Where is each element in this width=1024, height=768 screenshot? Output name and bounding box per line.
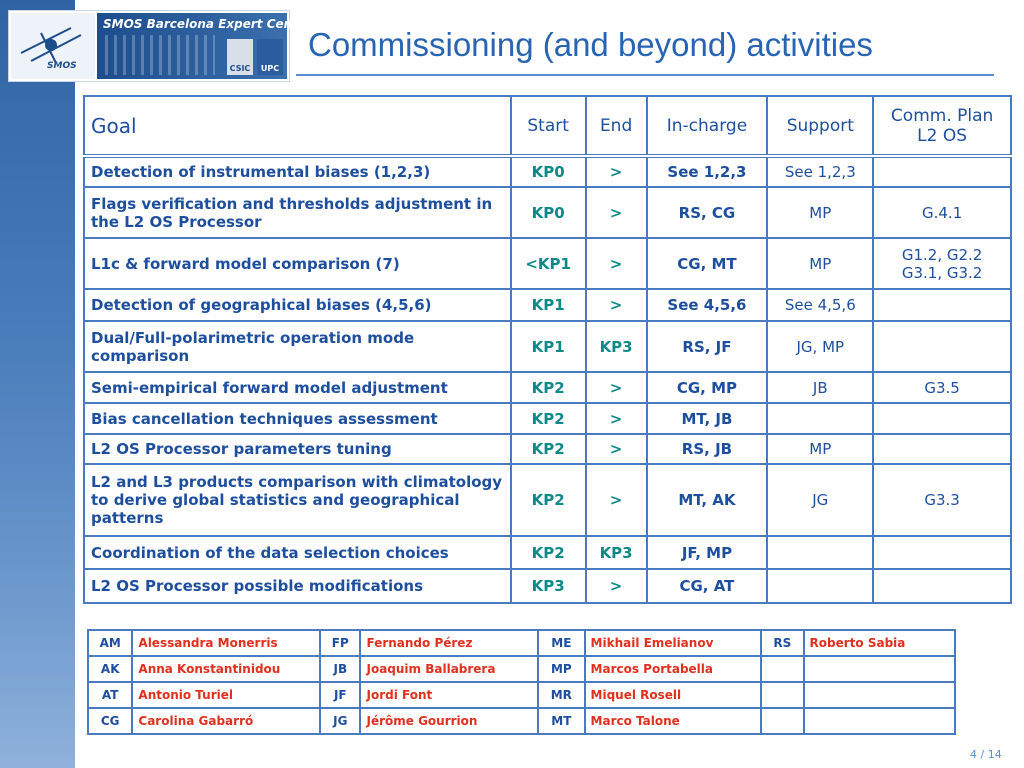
cell-goal: Coordination of the data selection choices — [84, 536, 511, 569]
legend-abbrev — [761, 656, 803, 682]
logo-banner — [97, 13, 312, 79]
page-number: 4 / 14 — [970, 748, 1002, 761]
cell-start: KP1 — [511, 289, 586, 321]
cell-plan: G3.3 — [873, 464, 1011, 536]
csic-logo: CSIC — [227, 39, 253, 75]
cell-incharge: See 4,5,6 — [647, 289, 768, 321]
legend-abbrev: FP — [320, 630, 360, 656]
legend-name: Alessandra Monerris — [132, 630, 320, 656]
cell-plan — [873, 321, 1011, 372]
cell-start: KP2 — [511, 536, 586, 569]
legend-name: Antonio Turiel — [132, 682, 320, 708]
cell-start: KP0 — [511, 187, 586, 238]
cell-end: KP3 — [586, 321, 647, 372]
legend-name — [804, 656, 955, 682]
table-row — [84, 434, 1011, 464]
cell-incharge: RS, JB — [647, 434, 768, 464]
building-image — [105, 35, 215, 75]
table-row — [84, 464, 1011, 536]
table-row — [84, 238, 1011, 289]
cell-goal: L2 OS Processor possible modifications — [84, 569, 511, 603]
cell-incharge: JF, MP — [647, 536, 768, 569]
legend-name: Jordi Font — [360, 682, 538, 708]
table-row — [84, 569, 1011, 603]
legend-abbrev — [761, 708, 803, 734]
cell-end: > — [586, 372, 647, 403]
cell-start: KP1 — [511, 321, 586, 372]
cell-plan — [873, 156, 1011, 187]
cell-end: > — [586, 434, 647, 464]
title-underline — [296, 74, 994, 76]
cell-incharge: CG, AT — [647, 569, 768, 603]
cell-support: JB — [767, 372, 873, 403]
legend-abbrev: AM — [88, 630, 132, 656]
table-row — [84, 321, 1011, 372]
legend-abbrev: JF — [320, 682, 360, 708]
legend-name — [804, 708, 955, 734]
cell-incharge: CG, MT — [647, 238, 768, 289]
legend-name: Roberto Sabia — [804, 630, 955, 656]
cell-end: > — [586, 238, 647, 289]
legend-name: Marcos Portabella — [585, 656, 762, 682]
legend-name: Miquel Rosell — [585, 682, 762, 708]
cell-start: KP0 — [511, 156, 586, 187]
legend-abbrev: ME — [538, 630, 584, 656]
cell-plan — [873, 536, 1011, 569]
legend-row — [88, 656, 955, 682]
cell-start: KP3 — [511, 569, 586, 603]
sidebar-band — [0, 0, 75, 768]
legend-name: Mikhail Emelianov — [585, 630, 762, 656]
cell-goal: L2 OS Processor parameters tuning — [84, 434, 511, 464]
cell-support — [767, 536, 873, 569]
cell-goal: Semi-empirical forward model adjustment — [84, 372, 511, 403]
cell-goal: Bias cancellation techniques assessment — [84, 403, 511, 434]
cell-support: MP — [767, 187, 873, 238]
legend-abbrev: CG — [88, 708, 132, 734]
cell-start: KP2 — [511, 434, 586, 464]
table-row — [84, 403, 1011, 434]
header-end: End — [586, 96, 647, 156]
legend-abbrev: JB — [320, 656, 360, 682]
legend-abbrev: MR — [538, 682, 584, 708]
cell-support — [767, 403, 873, 434]
cell-goal: Dual/Full-polarimetric operation mode comparison — [84, 321, 511, 372]
cell-end: > — [586, 156, 647, 187]
cell-end: > — [586, 289, 647, 321]
header-goal: Goal — [84, 96, 511, 156]
cell-support: MP — [767, 238, 873, 289]
cell-end: > — [586, 569, 647, 603]
cell-support — [767, 569, 873, 603]
cell-incharge: RS, JF — [647, 321, 768, 372]
legend-name: Anna Konstantinidou — [132, 656, 320, 682]
page-title: Commissioning (and beyond) activities — [308, 26, 873, 63]
activities-table — [83, 95, 1012, 604]
cell-plan — [873, 403, 1011, 434]
cell-end: KP3 — [586, 536, 647, 569]
logo-title: SMOS Barcelona Expert Centre — [103, 17, 312, 31]
cell-end: > — [586, 403, 647, 434]
cell-support: See 4,5,6 — [767, 289, 873, 321]
legend-name: Carolina Gabarró — [132, 708, 320, 734]
cell-support: JG, MP — [767, 321, 873, 372]
legend-abbrev — [761, 682, 803, 708]
cell-start: <KP1 — [511, 238, 586, 289]
cell-start: KP2 — [511, 464, 586, 536]
table-row — [84, 156, 1011, 187]
cell-plan: G.4.1 — [873, 187, 1011, 238]
cell-plan — [873, 289, 1011, 321]
table-row — [84, 372, 1011, 403]
legend-row — [88, 682, 955, 708]
legend-name: Joaquim Ballabrera — [360, 656, 538, 682]
legend-abbrev: RS — [761, 630, 803, 656]
cell-goal: Detection of geographical biases (4,5,6) — [84, 289, 511, 321]
cell-start: KP2 — [511, 403, 586, 434]
logo-sub-text: SMOS — [47, 61, 77, 71]
header-support: Support — [767, 96, 873, 156]
cell-goal: Detection of instrumental biases (1,2,3) — [84, 156, 511, 187]
cell-start: KP2 — [511, 372, 586, 403]
legend-abbrev: AT — [88, 682, 132, 708]
cell-support: See 1,2,3 — [767, 156, 873, 187]
cell-incharge: See 1,2,3 — [647, 156, 768, 187]
cell-end: > — [586, 464, 647, 536]
cell-plan: G3.5 — [873, 372, 1011, 403]
table-header — [84, 96, 1011, 156]
table-row — [84, 289, 1011, 321]
legend-name: Jérôme Gourrion — [360, 708, 538, 734]
cell-plan: G1.2, G2.2 G3.1, G3.2 — [873, 238, 1011, 289]
names-legend-table — [87, 629, 956, 735]
cell-incharge: RS, CG — [647, 187, 768, 238]
cell-goal: L2 and L3 products comparison with climatology to derive global statistics and geographical patterns — [84, 464, 511, 536]
satellite-logo-icon — [11, 13, 95, 79]
header-incharge: In-charge — [647, 96, 768, 156]
table-row — [84, 187, 1011, 238]
cell-incharge: MT, JB — [647, 403, 768, 434]
cell-plan — [873, 434, 1011, 464]
legend-abbrev: MT — [538, 708, 584, 734]
cell-incharge: CG, MP — [647, 372, 768, 403]
legend-abbrev: MP — [538, 656, 584, 682]
legend-name: Marco Talone — [585, 708, 762, 734]
header-start: Start — [511, 96, 586, 156]
smos-logo — [8, 10, 312, 82]
cell-plan — [873, 569, 1011, 603]
legend-row — [88, 630, 955, 656]
legend-abbrev: AK — [88, 656, 132, 682]
legend-row — [88, 708, 955, 734]
table-row — [84, 536, 1011, 569]
legend-abbrev: JG — [320, 708, 360, 734]
cell-goal: Flags verification and thresholds adjustment in the L2 OS Processor — [84, 187, 511, 238]
cell-end: > — [586, 187, 647, 238]
cell-goal: L1c & forward model comparison (7) — [84, 238, 511, 289]
upc-logo: UPC — [257, 39, 283, 75]
legend-name: Fernando Pérez — [360, 630, 538, 656]
cell-incharge: MT, AK — [647, 464, 768, 536]
header-plan: Comm. Plan L2 OS — [873, 96, 1011, 156]
cell-support: JG — [767, 464, 873, 536]
legend-name — [804, 682, 955, 708]
cell-support: MP — [767, 434, 873, 464]
